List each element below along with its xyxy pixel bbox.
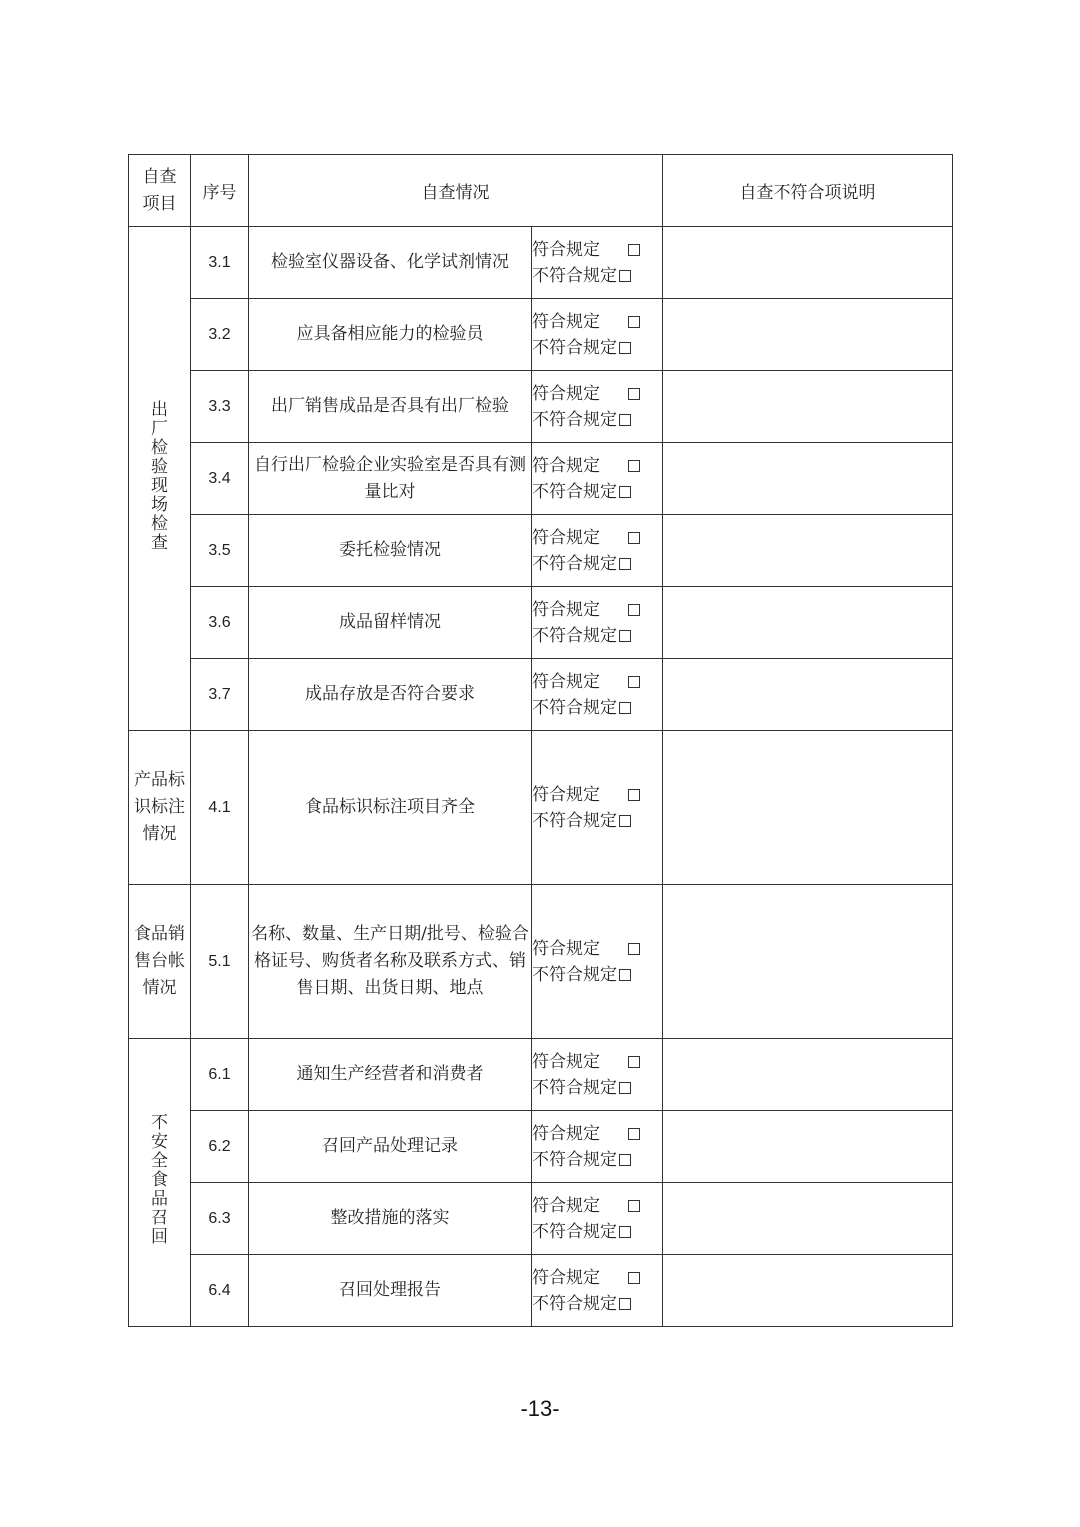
- not-comply-label: 不符合规定: [532, 964, 617, 985]
- option-not-comply: [532, 335, 662, 361]
- option-comply: [532, 1193, 662, 1219]
- comply-checkbox[interactable]: [628, 676, 640, 688]
- comply-label: 符合规定: [532, 938, 600, 959]
- item-description: 成品留样情况: [249, 587, 532, 659]
- table-row: [129, 587, 953, 659]
- comply-checkbox[interactable]: [628, 604, 640, 616]
- table-row: [129, 659, 953, 731]
- not-comply-checkbox[interactable]: [619, 558, 631, 570]
- comply-checkbox[interactable]: [628, 388, 640, 400]
- option-not-comply: [532, 1147, 662, 1173]
- option-not-comply: [532, 1291, 662, 1317]
- option-not-comply: [532, 695, 662, 721]
- table-row: [129, 371, 953, 443]
- option-not-comply: [532, 479, 662, 505]
- option-comply: [532, 669, 662, 695]
- option-not-comply: [532, 1075, 662, 1101]
- option-comply: [532, 237, 662, 263]
- note-cell[interactable]: [663, 1039, 953, 1111]
- not-comply-label: 不符合规定: [532, 553, 617, 574]
- header-category: 自查项目: [129, 155, 191, 227]
- option-not-comply: [532, 263, 662, 289]
- category-cell: [129, 1039, 191, 1327]
- comply-label: 符合规定: [532, 671, 600, 692]
- comply-checkbox[interactable]: [628, 1056, 640, 1068]
- item-description: 名称、数量、生产日期/批号、检验合格证号、购货者名称及联系方式、销售日期、出货日期、地点: [249, 885, 532, 1039]
- compliance-options: [532, 227, 663, 299]
- not-comply-checkbox[interactable]: [619, 1298, 631, 1310]
- compliance-options: [532, 1039, 663, 1111]
- category-cell: [129, 885, 191, 1039]
- not-comply-label: 不符合规定: [532, 1293, 617, 1314]
- comply-checkbox[interactable]: [628, 1128, 640, 1140]
- note-cell[interactable]: [663, 1255, 953, 1327]
- note-cell[interactable]: [663, 731, 953, 885]
- note-cell[interactable]: [663, 587, 953, 659]
- item-number: 3.5: [191, 515, 249, 587]
- not-comply-checkbox[interactable]: [619, 414, 631, 426]
- option-comply: [532, 525, 662, 551]
- comply-label: 符合规定: [532, 455, 600, 476]
- compliance-options: [532, 1255, 663, 1327]
- option-comply: [532, 309, 662, 335]
- item-description: 整改措施的落实: [249, 1183, 532, 1255]
- comply-label: 符合规定: [532, 599, 600, 620]
- note-cell[interactable]: [663, 1183, 953, 1255]
- item-description: 出厂销售成品是否具有出厂检验: [249, 371, 532, 443]
- comply-checkbox[interactable]: [628, 789, 640, 801]
- category-label: 不安全食品召回: [151, 1113, 168, 1247]
- item-number: 3.6: [191, 587, 249, 659]
- comply-label: 符合规定: [532, 527, 600, 548]
- page-number: -13-: [520, 1396, 560, 1421]
- table-row: [129, 227, 953, 299]
- header-note: 自查不符合项说明: [663, 155, 953, 227]
- comply-checkbox[interactable]: [628, 943, 640, 955]
- header-number: 序号: [191, 155, 249, 227]
- comply-label: 符合规定: [532, 311, 600, 332]
- header-status: 自查情况: [249, 155, 663, 227]
- comply-label: 符合规定: [532, 1123, 600, 1144]
- option-not-comply: [532, 1219, 662, 1245]
- item-number: 3.4: [191, 443, 249, 515]
- item-description: 应具备相应能力的检验员: [249, 299, 532, 371]
- table-row: [129, 1039, 953, 1111]
- item-description: 成品存放是否符合要求: [249, 659, 532, 731]
- not-comply-label: 不符合规定: [532, 1077, 617, 1098]
- table-header-row: [129, 155, 953, 227]
- not-comply-checkbox[interactable]: [619, 969, 631, 981]
- item-number: 5.1: [191, 885, 249, 1039]
- category-cell: [129, 227, 191, 731]
- compliance-options: [532, 659, 663, 731]
- item-number: 6.2: [191, 1111, 249, 1183]
- option-comply: [532, 381, 662, 407]
- table-row: [129, 1255, 953, 1327]
- table-row: [129, 299, 953, 371]
- item-number: 6.4: [191, 1255, 249, 1327]
- not-comply-label: 不符合规定: [532, 1149, 617, 1170]
- note-cell[interactable]: [663, 299, 953, 371]
- not-comply-label: 不符合规定: [532, 625, 617, 646]
- not-comply-label: 不符合规定: [532, 409, 617, 430]
- compliance-options: [532, 885, 663, 1039]
- category-label: 食品销售台帐情况: [134, 924, 185, 998]
- table-row: [129, 885, 953, 1039]
- comply-label: 符合规定: [532, 1051, 600, 1072]
- comply-checkbox[interactable]: [628, 244, 640, 256]
- compliance-options: [532, 299, 663, 371]
- compliance-options: [532, 731, 663, 885]
- option-not-comply: [532, 551, 662, 577]
- table-row: [129, 1111, 953, 1183]
- comply-checkbox[interactable]: [628, 1272, 640, 1284]
- option-comply: [532, 1265, 662, 1291]
- compliance-options: [532, 1111, 663, 1183]
- comply-label: 符合规定: [532, 239, 600, 260]
- compliance-options: [532, 587, 663, 659]
- item-description: 食品标识标注项目齐全: [249, 731, 532, 885]
- option-not-comply: [532, 808, 662, 834]
- not-comply-checkbox[interactable]: [619, 630, 631, 642]
- item-number: 4.1: [191, 731, 249, 885]
- item-number: 3.7: [191, 659, 249, 731]
- option-comply: [532, 1121, 662, 1147]
- option-comply: [532, 1049, 662, 1075]
- not-comply-checkbox[interactable]: [619, 815, 631, 827]
- table-row: [129, 1183, 953, 1255]
- not-comply-checkbox[interactable]: [619, 702, 631, 714]
- not-comply-label: 不符合规定: [532, 337, 617, 358]
- category-label: 出厂检验现场检查: [151, 399, 168, 553]
- not-comply-checkbox[interactable]: [619, 486, 631, 498]
- category-cell: [129, 731, 191, 885]
- comply-checkbox[interactable]: [628, 316, 640, 328]
- note-cell[interactable]: [663, 515, 953, 587]
- item-number: 6.1: [191, 1039, 249, 1111]
- item-description: 委托检验情况: [249, 515, 532, 587]
- comply-checkbox[interactable]: [628, 460, 640, 472]
- not-comply-checkbox[interactable]: [619, 1226, 631, 1238]
- category-label: 产品标识标注情况: [134, 770, 185, 844]
- item-description: 召回产品处理记录: [249, 1111, 532, 1183]
- not-comply-label: 不符合规定: [532, 1221, 617, 1242]
- option-comply: [532, 936, 662, 962]
- comply-label: 符合规定: [532, 383, 600, 404]
- not-comply-label: 不符合规定: [532, 697, 617, 718]
- comply-label: 符合规定: [532, 1267, 600, 1288]
- note-cell[interactable]: [663, 885, 953, 1039]
- compliance-options: [532, 371, 663, 443]
- not-comply-checkbox[interactable]: [619, 1154, 631, 1166]
- comply-label: 符合规定: [532, 784, 600, 805]
- item-number: 3.2: [191, 299, 249, 371]
- not-comply-checkbox[interactable]: [619, 342, 631, 354]
- not-comply-checkbox[interactable]: [619, 270, 631, 282]
- item-description: 检验室仪器设备、化学试剂情况: [249, 227, 532, 299]
- item-description: 自行出厂检验企业实验室是否具有测量比对: [249, 443, 532, 515]
- comply-checkbox[interactable]: [628, 532, 640, 544]
- table-row: [129, 515, 953, 587]
- self-inspection-table: [128, 154, 953, 1327]
- not-comply-label: 不符合规定: [532, 265, 617, 286]
- note-cell[interactable]: [663, 371, 953, 443]
- comply-checkbox[interactable]: [628, 1200, 640, 1212]
- option-comply: [532, 597, 662, 623]
- item-number: 3.1: [191, 227, 249, 299]
- compliance-options: [532, 1183, 663, 1255]
- table-row: [129, 443, 953, 515]
- note-cell[interactable]: [663, 659, 953, 731]
- item-description: 通知生产经营者和消费者: [249, 1039, 532, 1111]
- item-number: 3.3: [191, 371, 249, 443]
- comply-label: 符合规定: [532, 1195, 600, 1216]
- table-row: [129, 731, 953, 885]
- option-not-comply: [532, 962, 662, 988]
- compliance-options: [532, 443, 663, 515]
- note-cell[interactable]: [663, 1111, 953, 1183]
- note-cell[interactable]: [663, 227, 953, 299]
- item-description: 召回处理报告: [249, 1255, 532, 1327]
- not-comply-label: 不符合规定: [532, 481, 617, 502]
- compliance-options: [532, 515, 663, 587]
- option-not-comply: [532, 407, 662, 433]
- not-comply-label: 不符合规定: [532, 810, 617, 831]
- item-number: 6.3: [191, 1183, 249, 1255]
- not-comply-checkbox[interactable]: [619, 1082, 631, 1094]
- option-comply: [532, 453, 662, 479]
- note-cell[interactable]: [663, 443, 953, 515]
- option-not-comply: [532, 623, 662, 649]
- option-comply: [532, 782, 662, 808]
